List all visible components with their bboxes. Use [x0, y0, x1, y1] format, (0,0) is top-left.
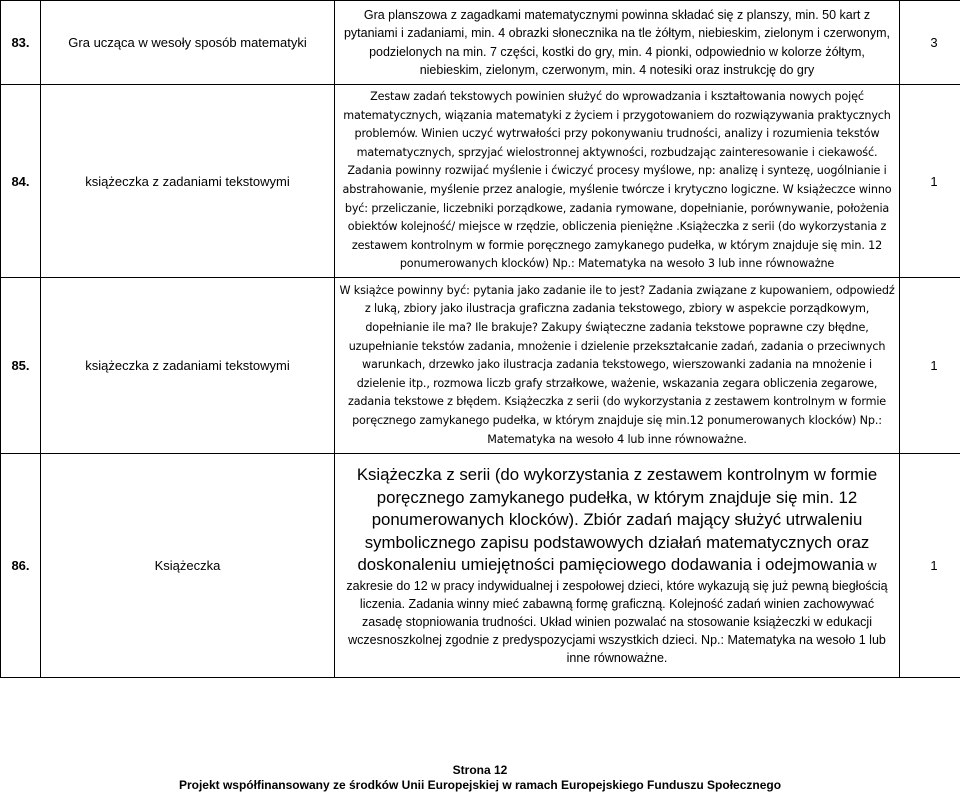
table-row	[1, 1, 960, 85]
page-number: Strona 12	[452, 763, 508, 777]
project-funding-note: Projekt współfinansowany ze środków Unii Europejskiej w ramach Europejskiego Funduszu Społecznego	[178, 778, 782, 792]
item-quantity: 1	[900, 454, 960, 678]
table-row	[1, 278, 960, 454]
row-number: 85.	[1, 278, 41, 454]
item-name: książeczka z zadaniami tekstowymi	[41, 278, 335, 454]
item-quantity: 1	[900, 85, 960, 278]
item-name: książeczka z zadaniami tekstowymi	[41, 85, 335, 278]
row-number: 84.	[1, 85, 41, 278]
item-description: Gra planszowa z zagadkami matematycznymi powinna składać się z planszy, min. 50 kart z pytaniami i zadaniami, min. 4 obrazki słonecznika na tle żółtym, niebieskim, zielonym i czerwonym, podzielonych na min. 7 części, kostki do gry, min. 4 pionki, odpowiednio w kolorze żółtym, niebieskim, zielonym, czerwonym, min. 4 notesiki oraz instrukcję do gry	[335, 1, 900, 85]
item-description-small: w zakresie do 12 w pracy indywidualnej i zespołowej dzieci, które wykazują się już pewną biegłością liczenia. Zadania winny mieć zabawną formę graficzną. Kolejność zadań winien zachowywać zasadę stopniowania trudności. Układ winien pozwalać na stosowanie książeczki w edukacji wczesnoszkolnej zgodnie z predyspozycjami wszystkich dzieci. Np.: Matematyka na wesoło 1 lub inne równoważne.	[346, 559, 888, 665]
item-name: Gra ucząca w wesoły sposób matematyki	[41, 1, 335, 85]
item-description: W książce powinny być: pytania jako zadanie ile to jest? Zadania związane z kupowaniem, odpowiedź z luką, zbiory jako ilustracja graficzna zadania tekstowego, zbiory w aspekcie porządkowym, dopełnianie ile ma? Ile brakuje? Zakupy świąteczne zadania tekstowe poprawne czy błędne, uzupełnianie tekstów zadania, mnożenie i dzielenie przekształcanie zadań, zadania o przeciwnych warunkach, drzewko jako ilustracja zadania tekstowego, wierszowanki zadania na mnożenie i dzielenie itp., rozmowa liczb grafy strzałkowe, ważenie, wskazania zegara obliczenia zegarowe, zadania tekstowe z błędem. Książeczka z serii (do wykorzystania z zestawem kontrolnym w formie poręcznego zamykanego pudełka, w którym znajduje się min.12 ponumerowanych klocków) Np.: Matematyka na wesoło 4 lub inne równoważne.	[335, 278, 900, 454]
item-quantity: 1	[900, 278, 960, 454]
item-name: Książeczka	[41, 454, 335, 678]
item-description: Zestaw zadań tekstowych powinien służyć do wprowadzania i kształtowania nowych pojęć matematycznych, wiązania matematyki z życiem i przygotowaniem do rozwiązywania praktycznych problemów. Winien uczyć wytrwałości przy pokonywaniu trudności, analizy i rozumienia tekstów matematycznych, sprzyjać wielostronnej aktywności, rozbudzając zainteresowanie i ciekawość. Zadania powinny rozwijać myślenie i ćwiczyć procesy myślowe, np: analizę i syntezę, uogólnianie i abstrahowanie, myślenie przez analogie, myślenie twórcze i krytyczno logiczne. W książeczce winno być: przeliczanie, liczebniki porządkowe, zadania rymowane, dopełnianie, porównywanie, położenia obiektów kolejność/ miejsce w rzędzie, obliczenia pieniężne .Książeczka z serii (do wykorzystania z zestawem kontrolnym w formie poręcznego zamykanego pudełka, w którym znajduje się min. 12 ponumerowanych klocków) Np.: Matematyka na wesoło 3 lub inne równoważne	[335, 85, 900, 278]
item-quantity: 3	[900, 1, 960, 85]
item-description-large: Książeczka z serii (do wykorzystania z zestawem kontrolnym w formie poręcznego zamykanego pudełka, w którym znajduje się min. 12 ponumerowanych klocków). Zbiór zadań mający służyć utrwaleniu symbolicznego zapisu podstawowych działań matematycznych oraz doskonaleniu umiejętności pamięciowego dodawania i odejmowania	[356, 465, 878, 575]
row-number: 83.	[1, 1, 41, 85]
item-description	[335, 454, 900, 678]
row-number: 86.	[1, 454, 41, 678]
table-row	[1, 454, 960, 678]
table-row	[1, 85, 960, 278]
